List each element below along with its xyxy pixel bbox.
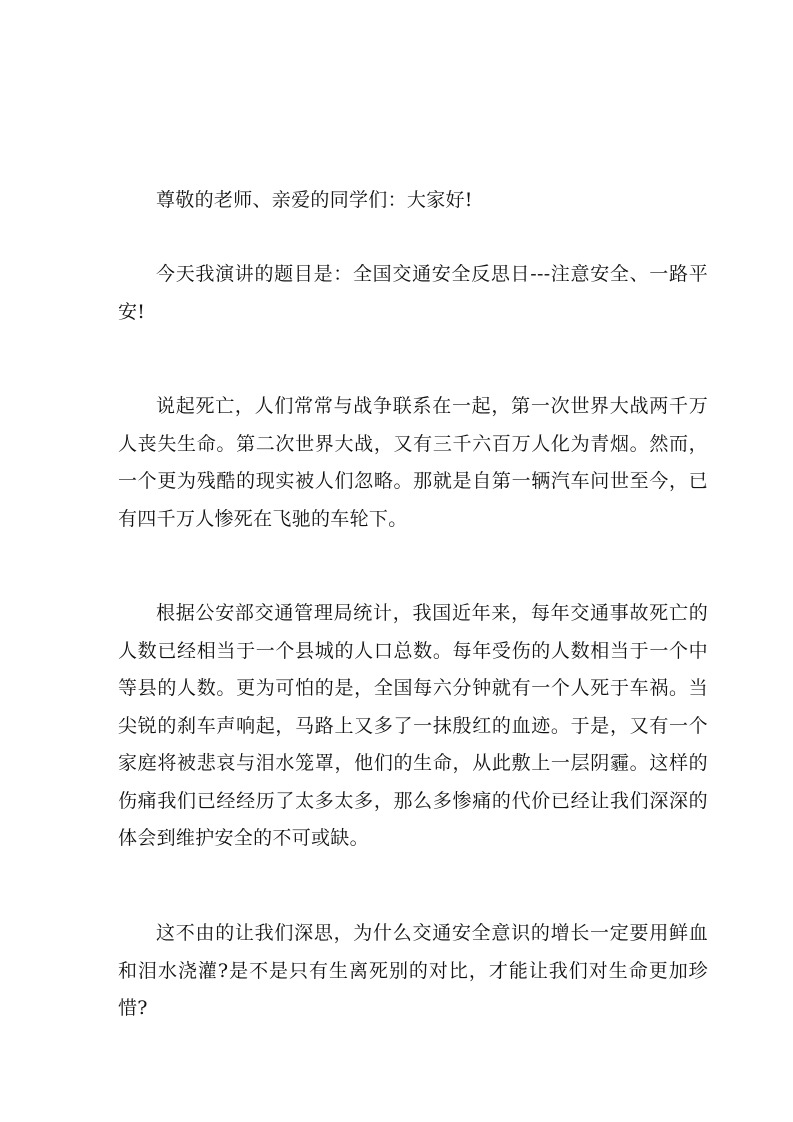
body-paragraph xyxy=(118,915,708,1028)
paragraph-text: 这不由的让我们深思，为什么交通安全意识的增长一定要用鲜血和泪水浇灌?是不是只有生离死别的对比，才能让我们对生命更加珍惜? xyxy=(118,922,708,1019)
speech-title-paragraph xyxy=(118,256,708,331)
body-paragraph xyxy=(118,388,708,538)
greeting-paragraph xyxy=(118,182,708,220)
paragraph-text: 尊敬的老师、亲爱的同学们：大家好! xyxy=(156,189,473,211)
paragraph-text: 根据公安部交通管理局统计，我国近年来，每年交通事故死亡的人数已经相当于一个县城的人口总数。每年受伤的人数相当于一个中等县的人数。更为可怕的是，全国每六分钟就有一个人死于车祸。当尖锐的刹车声响起，马路上又多了一抹殷红的血迹。于是，又有一个家庭将被悲哀与泪水笼罩，他们的生命，从此敷上一层阴霾。这样的伤痛我们已经经历了太多太多，那么多惨痛的代价已经让我们深深的体会到维护安全的不可或缺。 xyxy=(118,602,708,849)
body-paragraph xyxy=(118,595,708,858)
paragraph-text: 说起死亡，人们常常与战争联系在一起，第一次世界大战两千万人丧失生命。第二次世界大战，又有三千六百万人化为青烟。然而，一个更为残酷的现实被人们忽略。那就是自第一辆汽车问世至今，已有四千万人惨死在飞驰的车轮下。 xyxy=(118,395,708,530)
paragraph-text: 今天我演讲的题目是：全国交通安全反思日---注意安全、一路平安! xyxy=(118,263,708,323)
